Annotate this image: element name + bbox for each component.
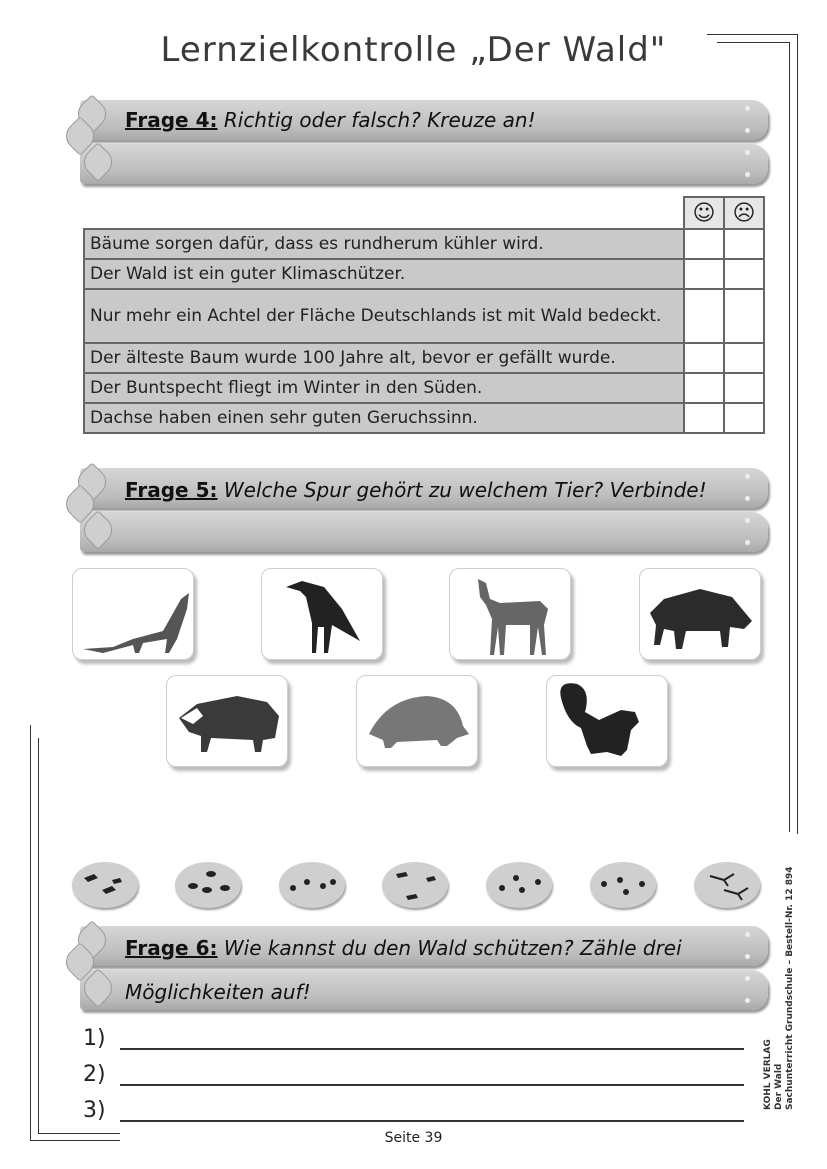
- table-row: Der Buntspecht fliegt im Winter in den Süden.: [84, 373, 764, 403]
- table-row: Nur mehr ein Achtel der Fläche Deutschlands ist mit Wald bedeckt.: [84, 289, 764, 343]
- answer-line[interactable]: [120, 1084, 744, 1086]
- table-row: Der Wald ist ein guter Klimaschützer.: [84, 259, 764, 289]
- deer-image[interactable]: [449, 568, 571, 660]
- badger-image[interactable]: [166, 675, 288, 767]
- frame-line: [797, 34, 798, 834]
- table-row: Der älteste Baum wurde 100 Jahre alt, bevor er gefällt wurde.: [84, 343, 764, 373]
- squirrel-image[interactable]: [546, 675, 668, 767]
- false-checkbox[interactable]: [724, 403, 764, 433]
- false-checkbox[interactable]: [724, 373, 764, 403]
- answer-number: 3): [83, 1098, 106, 1123]
- frame-line: [30, 725, 31, 1140]
- question-6-text-line2: Möglichkeiten auf!: [125, 980, 311, 1004]
- track-oval[interactable]: [694, 862, 760, 908]
- track-oval[interactable]: [72, 862, 138, 908]
- question-5-text: Frage 5: Welche Spur gehört zu welchem Tier? Verbinde!: [125, 478, 707, 502]
- track-oval[interactable]: [382, 862, 448, 908]
- answer-line[interactable]: [120, 1120, 744, 1122]
- false-checkbox[interactable]: [724, 343, 764, 373]
- false-checkbox[interactable]: [724, 229, 764, 259]
- true-checkbox[interactable]: [684, 259, 724, 289]
- frame-line: [38, 738, 39, 1133]
- question-4-text: Frage 4: Richtig oder falsch? Kreuze an!: [125, 108, 536, 132]
- side-info: KOHL VERLAG Der Wald Sachunterricht Grundschule – Bestell-Nr. 12 894: [763, 866, 795, 1110]
- false-checkbox[interactable]: [724, 259, 764, 289]
- question-banner-5: [72, 464, 768, 556]
- answer-number: 2): [83, 1062, 106, 1087]
- fox-image[interactable]: [72, 568, 194, 660]
- question-6-text: Frage 6: Wie kannst du den Wald schützen? Zähle drei: [125, 936, 682, 960]
- happy-face-icon: ☺: [684, 197, 724, 229]
- frame-line: [789, 42, 790, 832]
- hedgehog-image[interactable]: [356, 675, 478, 767]
- crow-image[interactable]: [261, 568, 383, 660]
- question-banner-4: [72, 96, 768, 188]
- track-oval[interactable]: [279, 862, 345, 908]
- sad-face-icon: ☹: [724, 197, 764, 229]
- answer-number: 1): [83, 1026, 106, 1051]
- boar-image[interactable]: [639, 568, 761, 660]
- question-banner-6: [72, 922, 768, 1014]
- track-oval[interactable]: [486, 862, 552, 908]
- track-oval[interactable]: [590, 862, 656, 908]
- track-oval[interactable]: [175, 862, 241, 908]
- true-checkbox[interactable]: [684, 403, 724, 433]
- true-checkbox[interactable]: [684, 373, 724, 403]
- false-checkbox[interactable]: [724, 289, 764, 343]
- page-number: Seite 39: [384, 1130, 443, 1146]
- true-false-table: [83, 196, 765, 434]
- true-checkbox[interactable]: [684, 343, 724, 373]
- page-title: Lernzielkontrolle „Der Wald": [160, 30, 667, 70]
- true-checkbox[interactable]: [684, 229, 724, 259]
- answer-line[interactable]: [120, 1048, 744, 1050]
- true-checkbox[interactable]: [684, 289, 724, 343]
- publisher-logo-text: KOHL VERLAG: [763, 1039, 773, 1110]
- table-row: Dachse haben einen sehr guten Geruchssinn.: [84, 403, 764, 433]
- table-row: Bäume sorgen dafür, dass es rundherum kühler wird.: [84, 229, 764, 259]
